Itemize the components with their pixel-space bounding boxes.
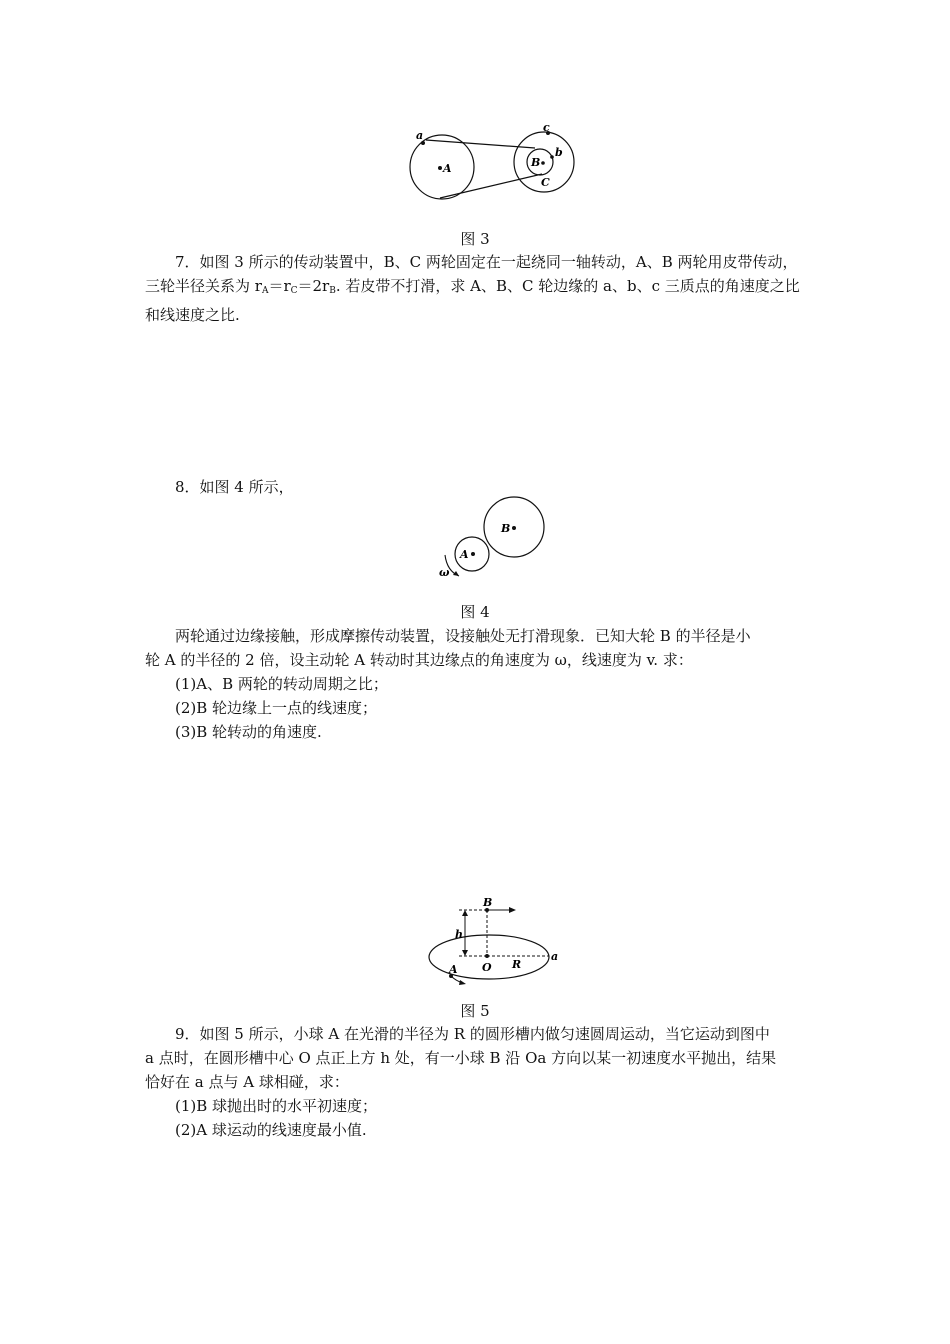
label-R: R	[512, 958, 522, 971]
q9-line-3: 恰好在 a 点与 A 球相碰，求：	[145, 1073, 349, 1091]
center-b-dot	[541, 161, 545, 165]
label-A: A	[460, 548, 469, 561]
height-arrow-bottom	[462, 950, 468, 956]
q9-line-1: 9．如图 5 所示，小球 A 在光滑的半径为 R 的圆形槽内做匀速圆周运动，当它运动到图中	[175, 1025, 770, 1043]
wheel-a-circle	[410, 135, 474, 199]
q7-line-1: 7．如图 3 所示的传动装置中，B、C 两轮固定在一起绕同一轴转动，A、B 两轮用皮带传动，	[175, 253, 798, 271]
point-b-dot	[550, 155, 554, 159]
center-b-dot	[512, 526, 516, 530]
q9-item-1: (1)B 球抛出时的水平初速度；	[175, 1097, 378, 1115]
center-a-dot	[438, 166, 442, 170]
q8-item-1: (1)A、B 两轮的转动周期之比；	[175, 675, 388, 693]
q7-line-2: 三轮半径关系为 $r_A=r_C=2r_B$. 若皮带不打滑，求 A、B、C 轮边缘的 a、b、c 三质点的角速度之比	[145, 277, 800, 296]
label-C: C	[541, 176, 550, 189]
q7-line-3: 和线速度之比.	[145, 306, 240, 324]
figure-4-diagram	[425, 495, 555, 585]
figure-3-diagram	[400, 120, 590, 210]
figure-4-caption: 图 4	[460, 603, 490, 621]
label-a: a	[416, 129, 424, 142]
question-9	[145, 1022, 805, 1142]
label-c: c	[543, 121, 550, 134]
ball-a-arrowhead	[459, 980, 466, 985]
q8-line-2: 轮 A 的半径的 2 倍，设主动轮 A 转动时其边缘点的角速度为 ω，线速度为 v. 求：	[145, 651, 693, 669]
figure-5-diagram	[420, 893, 570, 988]
label-b: b	[555, 146, 563, 159]
height-arrow-top	[462, 910, 468, 916]
question-8-body	[145, 624, 805, 744]
q8-item-3: (3)B 轮转动的角速度.	[175, 723, 322, 741]
q9-item-2: (2)A 球运动的线速度最小值.	[175, 1121, 367, 1139]
figure-3-caption: 图 3	[460, 230, 490, 248]
label-omega: ω	[439, 566, 450, 579]
q8-item-2: (2)B 轮边缘上一点的线速度；	[175, 699, 378, 717]
label-A: A	[449, 963, 458, 976]
q8-intro: 8．如图 4 所示，	[175, 478, 294, 496]
label-A: A	[443, 162, 452, 175]
q8-line-1: 两轮通过边缘接触，形成摩擦传动装置，设接触处无打滑现象．已知大轮 B 的半径是小	[175, 627, 751, 645]
label-B: B	[531, 156, 541, 169]
figure-5-caption: 图 5	[460, 1002, 490, 1020]
center-o-dot	[485, 954, 489, 958]
label-h: h	[455, 928, 463, 941]
label-B: B	[483, 896, 493, 909]
velocity-arrowhead	[509, 907, 516, 913]
center-a-dot	[471, 552, 475, 556]
belt-top-line	[426, 140, 535, 148]
q9-line-2: a 点时，在圆形槽中心 O 点正上方 h 处，有一小球 B 沿 Oa 方向以某一初速度水平抛出，结果	[145, 1049, 777, 1067]
question-7	[145, 250, 805, 327]
label-B: B	[501, 522, 511, 535]
label-O: O	[482, 961, 492, 974]
label-a: a	[551, 950, 559, 963]
